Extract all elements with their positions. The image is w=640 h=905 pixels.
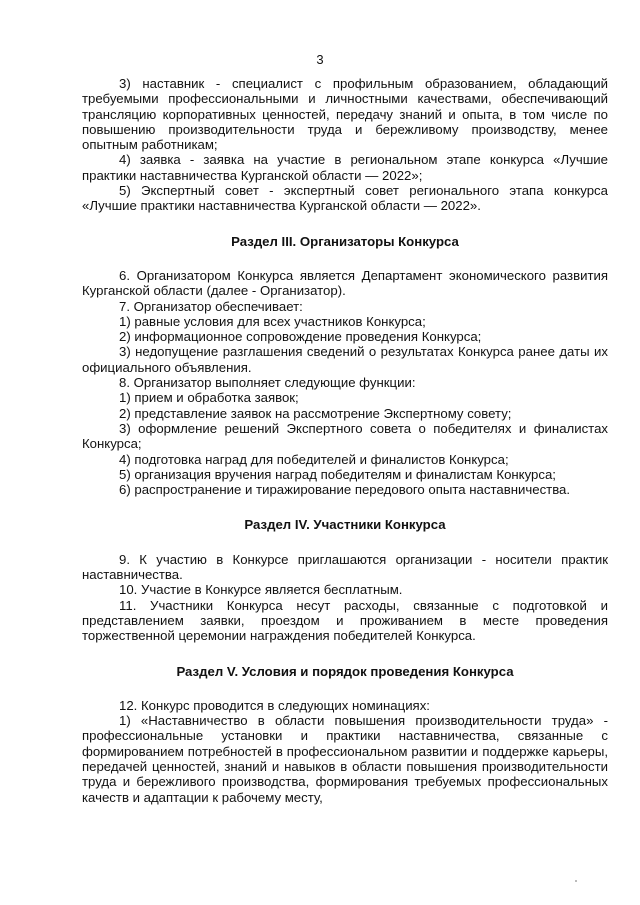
paragraph: 8. Организатор выполняет следующие функции: — [119, 375, 416, 391]
paragraph: 9. К участию в Конкурсе приглашаются организации - носители практик наставничества. — [82, 551, 608, 583]
paragraph: 4) подготовка наград для победителей и финалистов Конкурса; — [119, 451, 509, 467]
paragraph: 6) распространение и тиражирование передового опыта наставничества. — [119, 482, 571, 498]
paragraph: 1) прием и обработка заявок; — [119, 390, 299, 406]
paragraph: 4) заявка - заявка на участие в региональном этапе конкурса «Лучшие практики наставничества Курганской области — 2022»; — [82, 152, 608, 183]
paragraph: 6. Организатором Конкурса является Департамент экономического развития Курганской области (далее - Организатор). — [82, 267, 608, 299]
section-heading: Раздел V. Условия и порядок проведения Конкурса — [176, 663, 514, 679]
document-body — [82, 76, 608, 805]
section-heading: Раздел IV. Участники Конкурса — [244, 517, 446, 533]
paragraph: 2) представление заявок на рассмотрение Экспертному совету; — [119, 405, 512, 421]
paragraph: 10. Участие в Конкурсе является бесплатным. — [119, 582, 403, 598]
paragraph: 1) равные условия для всех участников Конкурса; — [119, 313, 426, 329]
paragraph: 11. Участники Конкурса несут расходы, связанные с подготовкой и представлением заявки, проездом и проживанием в месте проведения торжественной церемонии награждения победителей Конкурса. — [82, 597, 608, 644]
paragraph: 7. Организатор обеспечивает: — [119, 298, 303, 314]
paragraph: 5) организация вручения наград победителям и финалистам Конкурса; — [119, 466, 556, 482]
page-number: 3 — [316, 52, 324, 67]
paragraph: 1) «Наставничество в области повышения производительности труда» - профессиональные установки и практики наставничества, связанные с формированием потребностей в профессиональном развитии и поддержке карьеры, передачей ценностей, знаний и навыков в области повышения производительности труда и бережливого производства, формирования требуемых профессиональных качеств и адаптации к рабочему месту, — [82, 713, 608, 805]
paragraph: 2) информационное сопровождение проведения Конкурса; — [119, 329, 482, 345]
scan-speck — [575, 880, 577, 882]
paragraph: 3) недопущение разглашения сведений о результатах Конкурса ранее даты их официального объявления. — [82, 344, 608, 375]
paragraph: 12. Конкурс проводится в следующих номинациях: — [119, 697, 430, 713]
paragraph: 5) Экспертный совет - экспертный совет регионального этапа конкурса «Лучшие практики наставничества Курганской области — 2022». — [82, 183, 608, 214]
section-heading: Раздел III. Организаторы Конкурса — [231, 233, 459, 249]
paragraph: 3) наставник - специалист с профильным образованием, обладающий требуемыми профессиональными и личностными качествами, обеспечивающий трансляцию корпоративных ценностей, передачу знаний и опыта, в том числе по повышению производительности труда и бережливому производству, менее опытным работникам; — [82, 76, 608, 153]
paragraph: 3) оформление решений Экспертного совета о победителях и финалистах Конкурса; — [82, 420, 608, 452]
